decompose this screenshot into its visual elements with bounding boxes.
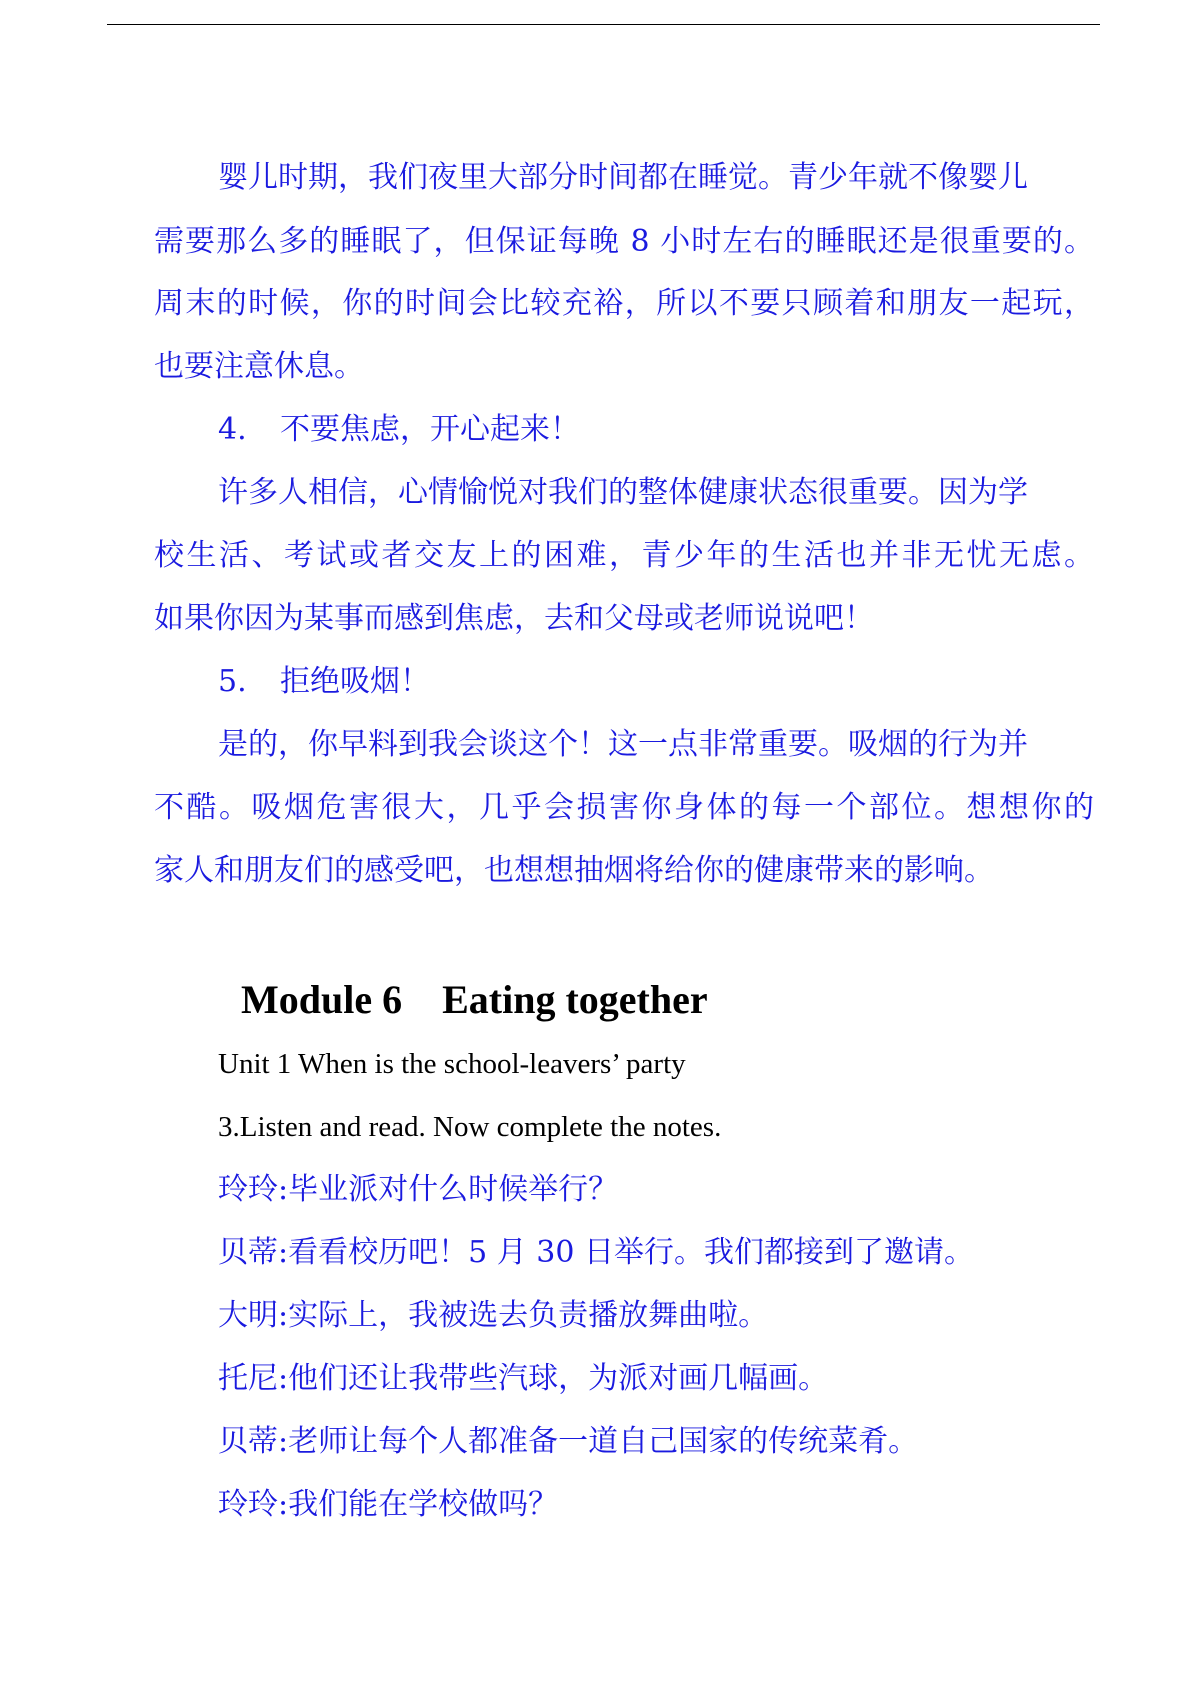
paragraph-line: 需要那么多的睡眠了，但保证每晚 8 小时左右的睡眠还是很重要的。 [154,224,1094,259]
tip-title: 拒绝吸烟！ [280,664,430,699]
module-title: Module 6 Eating together [241,977,708,1022]
dialogue-line: 大明:实际上，我被选去负责播放舞曲啦。 [218,1298,769,1333]
dialogue-line: 贝蒂:老师让每个人都准备一道自己国家的传统菜肴。 [218,1424,919,1459]
paragraph-line: 婴儿时期，我们夜里大部分时间都在睡觉。青少年就不像婴儿 [218,160,1028,195]
tip-heading [218,662,1158,702]
tip-heading [218,410,1158,450]
dialogue-line: 贝蒂:看看校历吧！5 月 30 日举行。我们都接到了邀请。 [218,1235,974,1270]
paragraph-line: 如果你因为某事而感到焦虑，去和父母或老师说说吧！ [154,601,874,636]
header-rule [107,24,1100,25]
dialogue-line: 玲玲:毕业派对什么时候举行？ [218,1172,619,1207]
tip-number: 4. [218,412,247,447]
dialogue-line: 玲玲:我们能在学校做吗？ [218,1487,559,1522]
tip-title: 不要焦虑，开心起来！ [280,412,580,447]
paragraph-line: 许多人相信，心情愉悦对我们的整体健康状态很重要。因为学 [218,475,1028,510]
paragraph-line: 周末的时候，你的时间会比较充裕，所以不要只顾着和朋友一起玩， [154,286,1094,321]
paragraph-line: 校生活、考试或者交友上的困难，青少年的生活也并非无忧无虑。 [154,538,1094,573]
paragraph-line: 家人和朋友们的感受吧，也想想抽烟将给你的健康带来的影响。 [154,853,994,888]
unit-title: Unit 1 When is the school-leavers’ party [218,1048,686,1080]
exercise-instruction: 3.Listen and read. Now complete the notes. [218,1111,722,1143]
paragraph-line: 不酷。吸烟危害很大，几乎会损害你身体的每一个部位。想想你的 [154,790,1094,825]
dialogue-line: 托尼:他们还让我带些汽球，为派对画几幅画。 [218,1361,829,1396]
tip-number: 5. [218,664,247,699]
paragraph-line: 是的，你早料到我会谈这个！这一点非常重要。吸烟的行为并 [218,727,1028,762]
paragraph-line: 也要注意休息。 [154,349,364,384]
